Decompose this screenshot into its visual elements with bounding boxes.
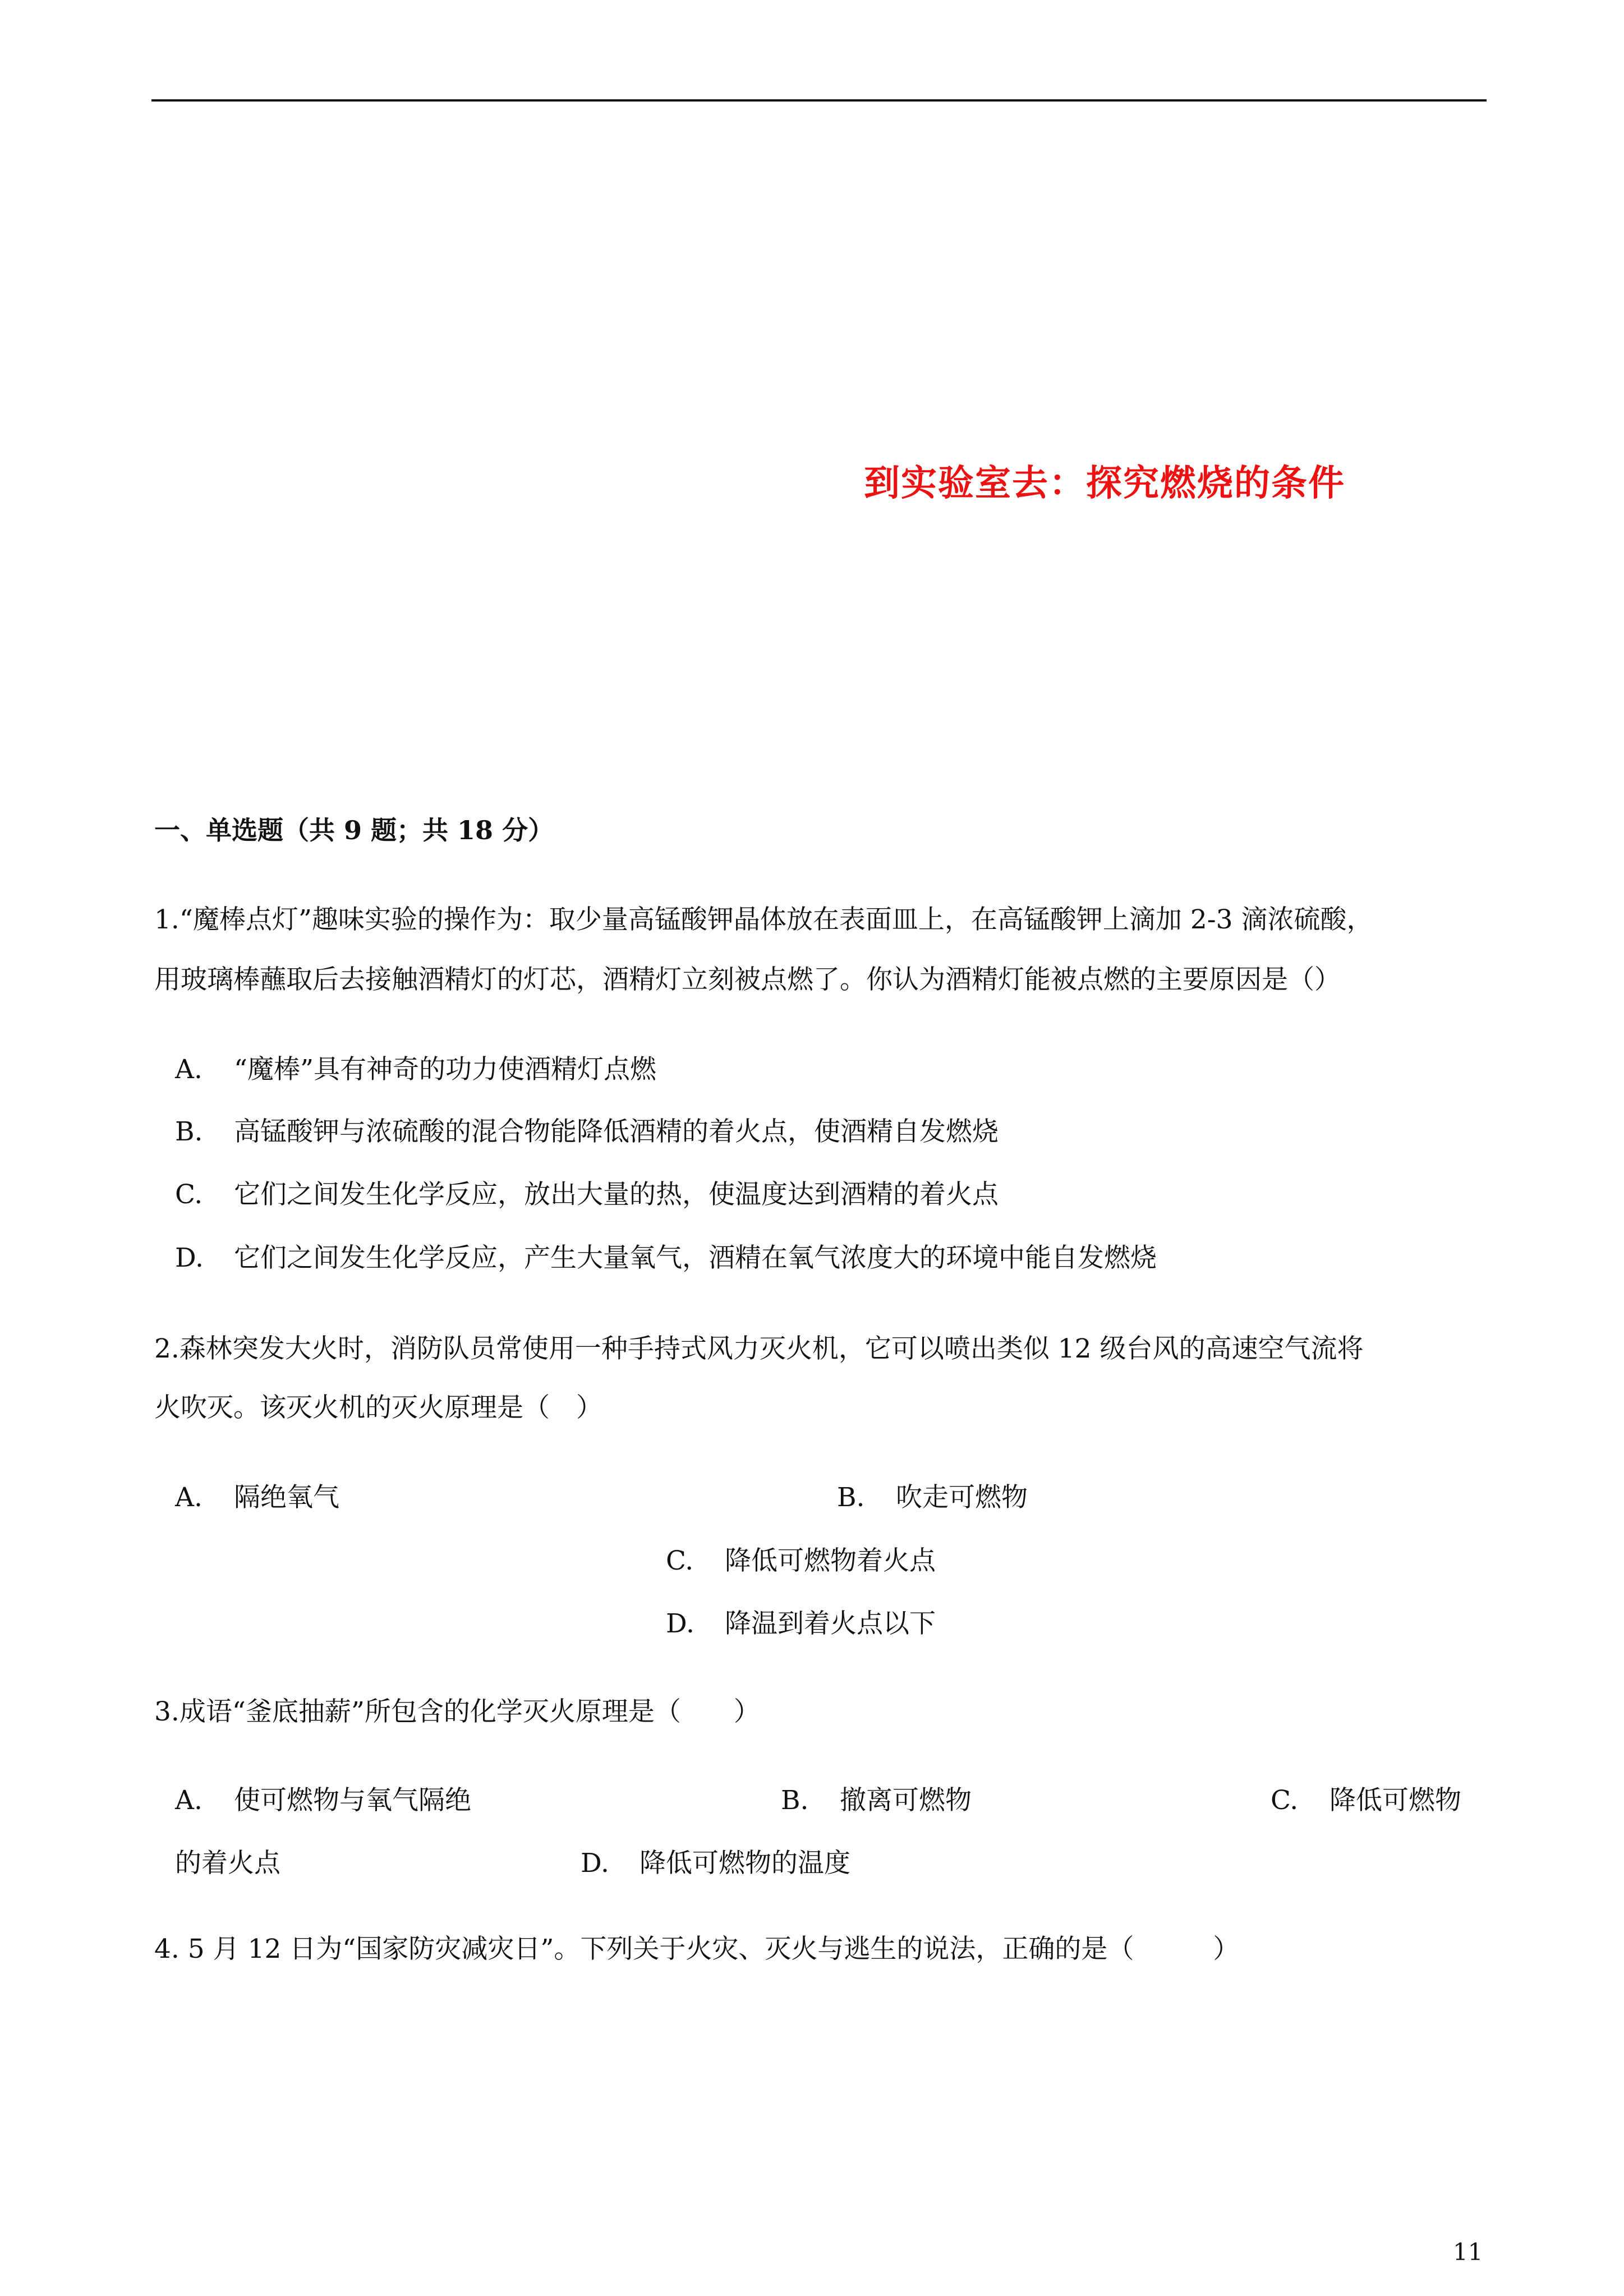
question-4-number: 4.: [154, 1934, 180, 1964]
page-title: 到实验室去：探究燃烧的条件: [864, 462, 1345, 504]
page-number: 11: [1453, 2238, 1483, 2266]
question-2-option-d[interactable]: D. 降温到着火点以下: [666, 1608, 936, 1639]
question-1-number: 1.: [154, 904, 180, 935]
question-1-option-b[interactable]: B. 高锰酸钾与浓硫酸的混合物能降低酒精的着火点，使酒精自发燃烧: [175, 1116, 999, 1147]
question-3-option-b[interactable]: B. 撤离可燃物: [781, 1785, 972, 1816]
question-2-option-a[interactable]: A. 隔绝氧气: [175, 1482, 339, 1513]
section-heading: 一、单选题（共 9 题；共 18 分）: [154, 815, 554, 845]
question-2-option-b[interactable]: B. 吹走可燃物: [837, 1482, 1028, 1513]
question-1-option-c[interactable]: C. 它们之间发生化学反应，放出大量的热，使温度达到酒精的着火点: [175, 1179, 999, 1210]
question-3-option-c[interactable]: C. 降低可燃物: [1271, 1785, 1461, 1816]
question-3-number: 3.: [154, 1696, 180, 1727]
question-4-stem-line1: 4. 5 月 12 日为“国家防灾减灾日”。下列关于火灾、灭火与逃生的说法，正确的是（ ）: [154, 1934, 1240, 1964]
header-rule: [151, 99, 1487, 102]
question-2-number: 2.: [154, 1333, 180, 1364]
question-2-option-c[interactable]: C. 降低可燃物着火点: [666, 1545, 936, 1576]
question-1-stem-line2: 用玻璃棒蘸取后去接触酒精灯的灯芯，酒精灯立刻被点燃了。你认为酒精灯能被点燃的主要原因是（）: [154, 964, 1341, 995]
question-3-stem-line1: 3.成语“釜底抽薪”所包含的化学灭火原理是（ ）: [154, 1696, 760, 1727]
question-1-option-a[interactable]: A. “魔棒”具有神奇的功力使酒精灯点燃: [175, 1054, 657, 1085]
question-2-stem-line2: 火吹灭。该灭火机的灭火原理是（ ）: [154, 1392, 602, 1423]
question-1-option-d[interactable]: D. 它们之间发生化学反应，产生大量氧气，酒精在氧气浓度大的环境中能自发燃烧: [175, 1243, 1157, 1273]
question-2-stem-line1: 2.森林突发大火时，消防队员常使用一种手持式风力灭火机，它可以喷出类似 12 级台风的高速空气流将: [154, 1333, 1364, 1364]
question-3-option-a[interactable]: A. 使可燃物与氧气隔绝: [175, 1785, 471, 1816]
question-1-stem-line1: 1.“魔棒点灯”趣味实验的操作为：取少量高锰酸钾晶体放在表面皿上，在高锰酸钾上滴加 2-3 滴浓硫酸，: [154, 904, 1373, 935]
question-3-option-d[interactable]: D. 降低可燃物的温度: [581, 1848, 850, 1879]
question-3-option-c-continued: 的着火点: [175, 1848, 280, 1879]
